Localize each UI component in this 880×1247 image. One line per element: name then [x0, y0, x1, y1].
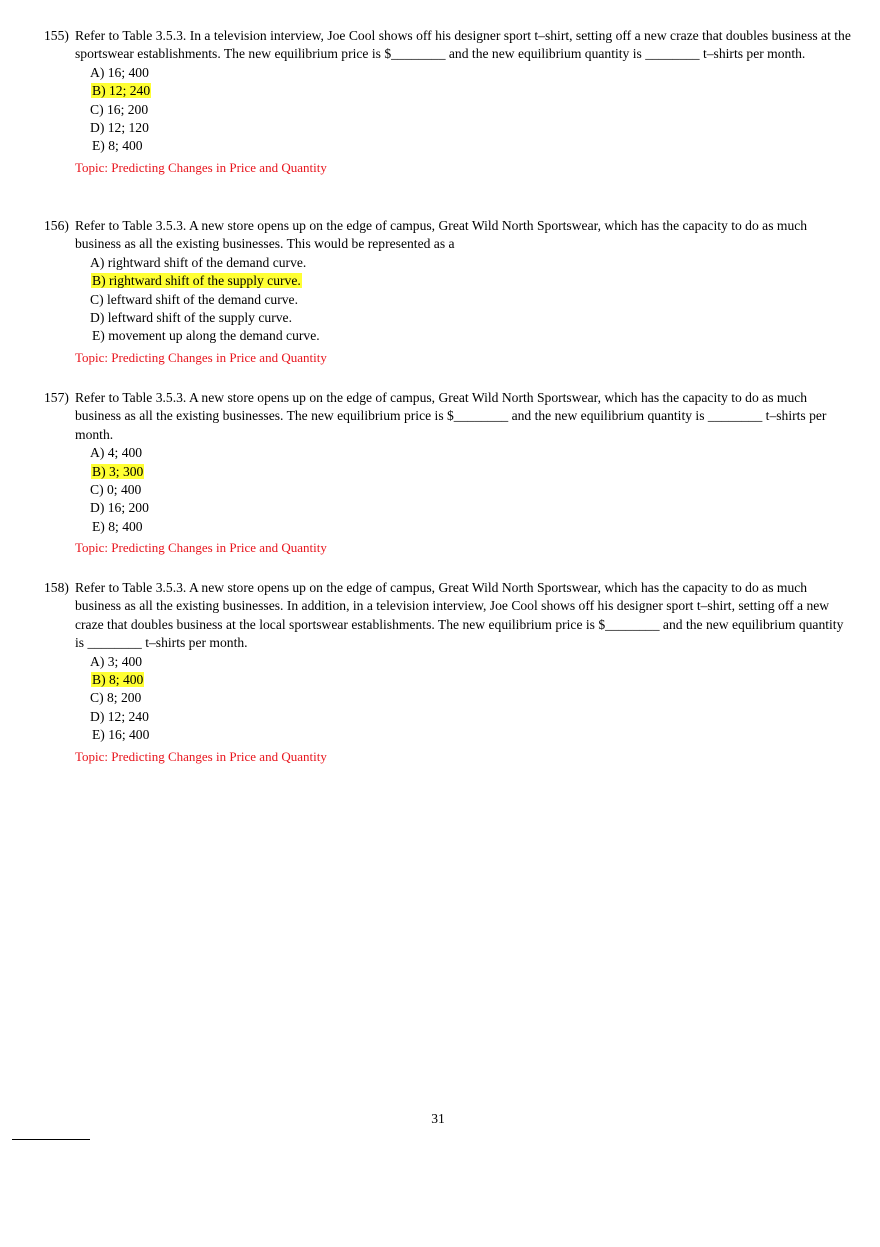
answer-options — [89, 444, 855, 536]
question-number: 158) — [44, 580, 69, 595]
question-stem: Refer to Table 3.5.3. In a television interview, Joe Cool shows off his designer sport t–shirt, setting off a new craze that doubles business at the sportswear establishments. The new equilibrium price is $________ and the new equilibrium quantity is ________ t–shirts per month. — [75, 28, 851, 62]
answer-option-c: C) 8; 200 — [90, 690, 142, 706]
question-157 — [40, 389, 855, 557]
topic-label: Topic: Predicting Changes in Price and Quantity — [75, 159, 327, 175]
question-stem: Refer to Table 3.5.3. A new store opens up on the edge of campus, Great Wild North Sportswear, which has the capacity to do as much business as all the existing businesses. This would be represented as a — [75, 218, 808, 252]
question-number: 156) — [44, 218, 69, 233]
answer-option-e: E) 8; 400 — [92, 138, 143, 154]
answer-option-a: A) rightward shift of the demand curve. — [90, 254, 307, 270]
answer-option-a: A) 3; 400 — [90, 653, 143, 669]
answer-option-c: C) 0; 400 — [90, 482, 142, 498]
answer-options — [89, 64, 855, 156]
question-number: 155) — [44, 28, 69, 43]
correct-answer-highlight: B) 3; 300 — [92, 463, 144, 479]
answer-options — [89, 254, 855, 346]
question-155 — [40, 27, 855, 177]
answer-option-b — [91, 463, 855, 481]
question-156 — [40, 217, 855, 367]
topic-label: Topic: Predicting Changes in Price and Quantity — [75, 748, 327, 764]
answer-option-d: D) 12; 240 — [90, 708, 149, 724]
footnote-divider — [12, 1139, 90, 1140]
answer-option-d: D) 12; 120 — [90, 120, 149, 136]
answer-option-b — [91, 671, 855, 689]
answer-options — [89, 653, 855, 745]
question-stem: Refer to Table 3.5.3. A new store opens up on the edge of campus, Great Wild North Sportswear, which has the capacity to do as much business as all the existing businesses. The new equilibrium price is $________ and the new equilibrium quantity is ________ t–shirts per month. — [75, 390, 827, 442]
answer-option-a: A) 16; 400 — [90, 64, 149, 80]
topic-label: Topic: Predicting Changes in Price and Quantity — [75, 349, 327, 365]
correct-answer-highlight: B) 8; 400 — [92, 672, 144, 688]
correct-answer-highlight: B) 12; 240 — [92, 83, 151, 99]
answer-option-c: C) leftward shift of the demand curve. — [90, 291, 298, 307]
answer-option-b — [91, 82, 855, 100]
correct-answer-highlight: B) rightward shift of the supply curve. — [92, 273, 301, 289]
answer-option-b — [91, 272, 855, 290]
answer-option-d: D) 16; 200 — [90, 500, 149, 516]
question-158 — [40, 579, 855, 766]
answer-option-a: A) 4; 400 — [90, 445, 143, 461]
answer-option-e: E) 8; 400 — [92, 518, 143, 534]
answer-option-e: E) movement up along the demand curve. — [92, 328, 320, 344]
question-stem: Refer to Table 3.5.3. A new store opens up on the edge of campus, Great Wild North Sportswear, which has the capacity to do as much business as all the existing businesses. In addition, in a television interview, Joe Cool shows off his designer sport t–shirt, setting off a new craze that doubles business at the local sportswear establishments. The new equilibrium price is $________ and the new equilibrium quantity is ________ t–shirts per month. — [75, 580, 844, 651]
topic-label: Topic: Predicting Changes in Price and Quantity — [75, 540, 327, 556]
page-number: 31 — [431, 1111, 445, 1126]
question-number: 157) — [44, 390, 69, 405]
answer-option-d: D) leftward shift of the supply curve. — [90, 310, 292, 326]
answer-option-c: C) 16; 200 — [90, 101, 149, 117]
answer-option-e: E) 16; 400 — [92, 727, 150, 743]
